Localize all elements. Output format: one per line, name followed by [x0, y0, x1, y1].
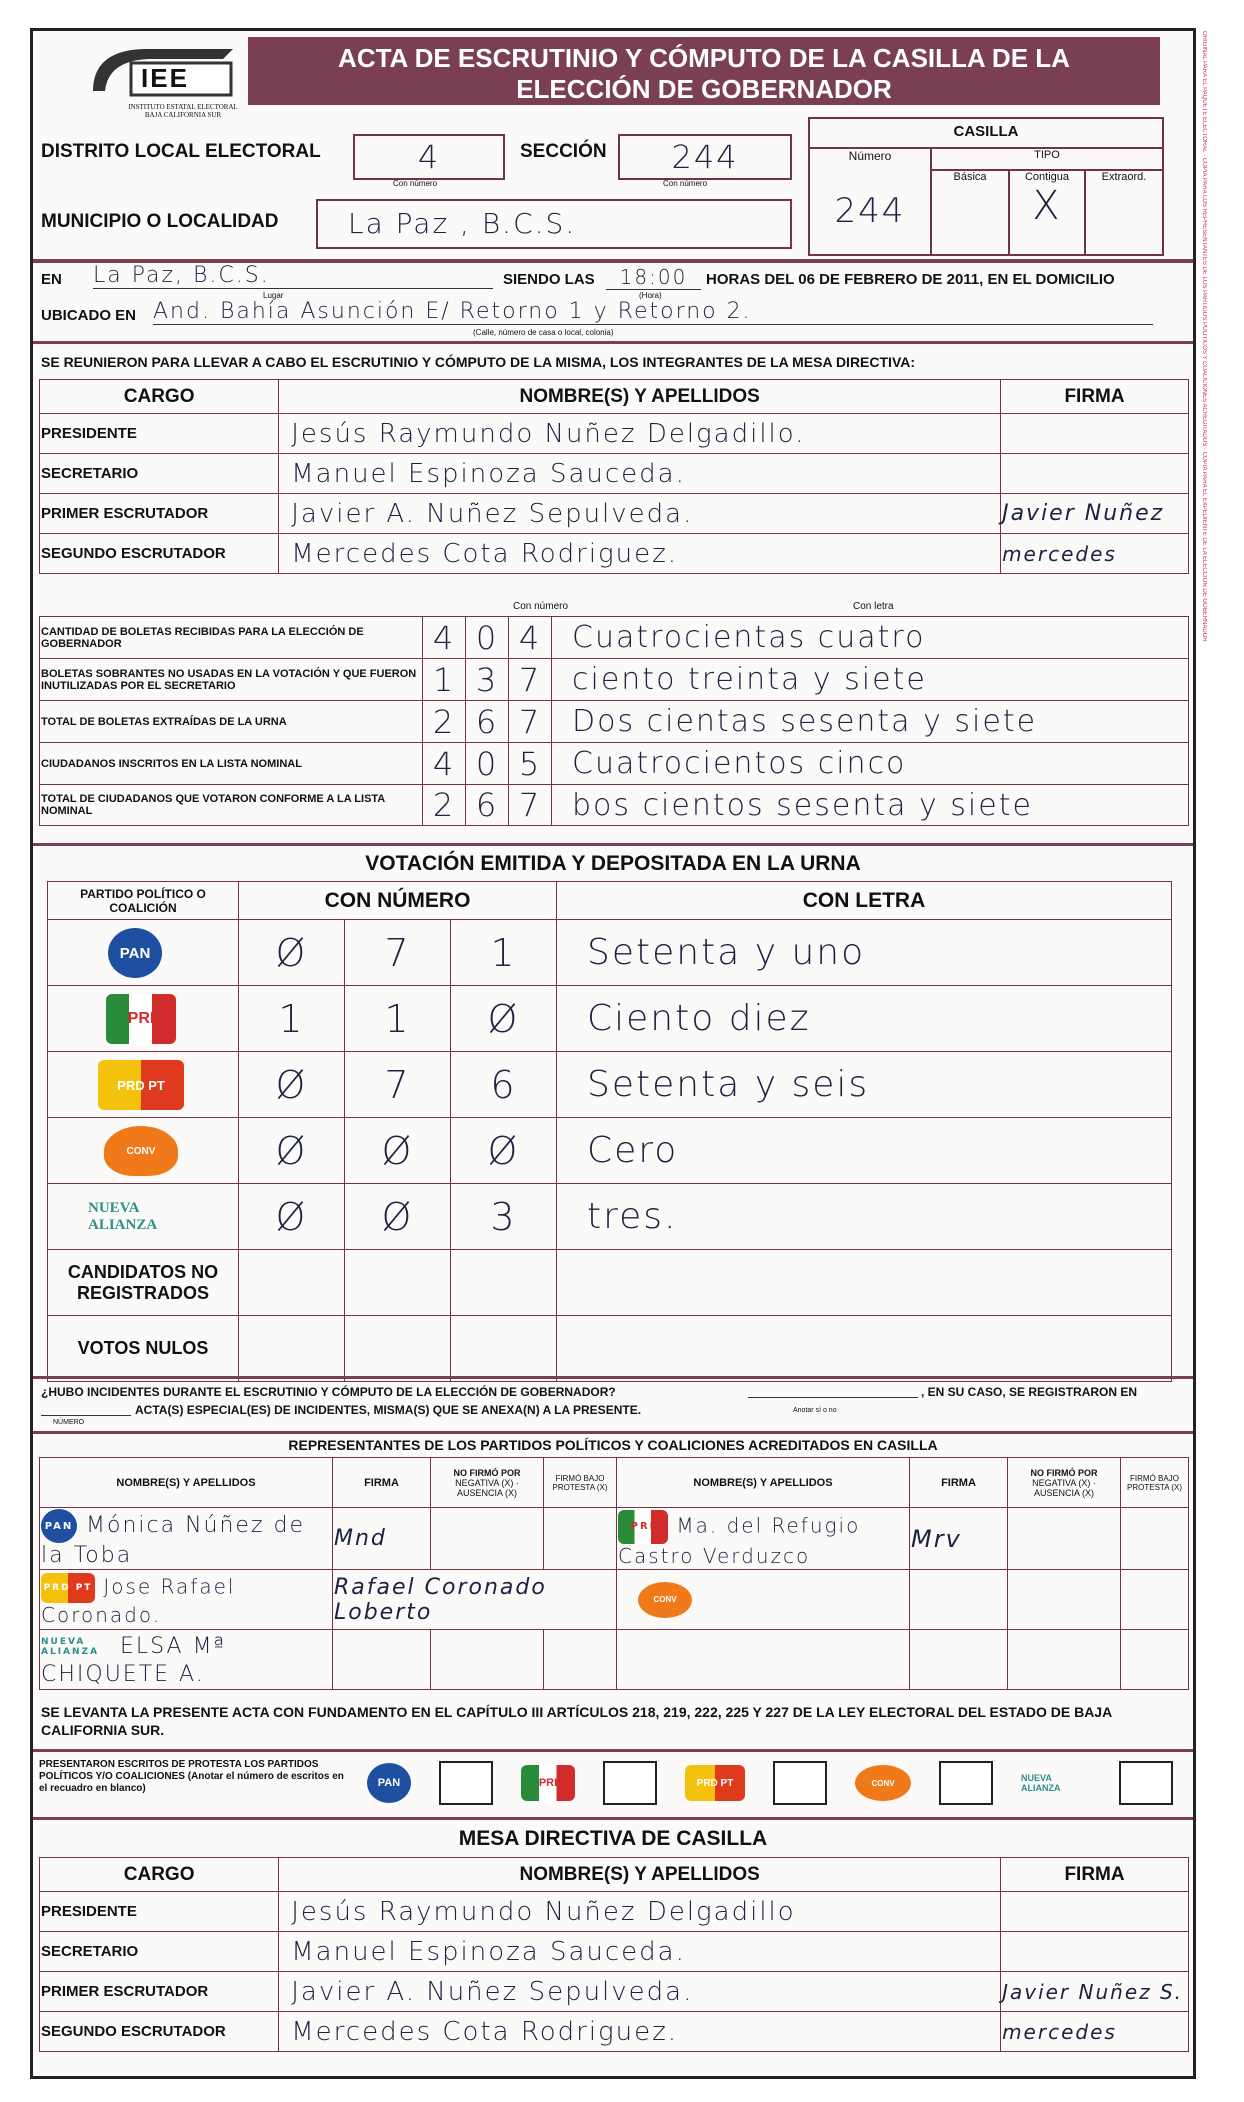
- protesta-box-pri[interactable]: [603, 1761, 657, 1805]
- mesa-bottom-row: [40, 1932, 1189, 1972]
- firma-cell: mercedes: [1001, 2012, 1189, 2052]
- cargo-cell: PRIMER ESCRUTADOR: [40, 494, 279, 534]
- contigua-mark: X: [1032, 183, 1062, 229]
- hora-caption: (Hora): [639, 291, 662, 300]
- votacion-digit: [345, 1250, 451, 1316]
- numero-label: Número: [848, 149, 892, 163]
- pan-logo-icon: PAN: [108, 928, 162, 978]
- rep-row: [40, 1508, 1189, 1570]
- boletas-row: [40, 743, 1189, 785]
- seccion-value: 244: [671, 138, 739, 176]
- votacion-digit: [451, 1250, 557, 1316]
- votacion-row: [48, 986, 1172, 1052]
- rep-nombre: [617, 1508, 910, 1570]
- municipio-label: MUNICIPIO O LOCALIDAD: [41, 211, 279, 232]
- votacion-digit: [239, 1316, 345, 1382]
- firma-cell: [1001, 454, 1189, 494]
- protesta-box-prd-pt[interactable]: [773, 1761, 827, 1805]
- incidentes-numero-line: [41, 1415, 131, 1416]
- votacion-header: [33, 843, 1193, 882]
- boletas-row: [40, 701, 1189, 743]
- lugar-caption: Lugar: [263, 291, 284, 300]
- casilla-numero: 244: [834, 191, 906, 231]
- boletas-digit: 7: [509, 785, 552, 826]
- iee-logo: [73, 41, 253, 136]
- mesa-bottom-row: [40, 1972, 1189, 2012]
- votacion-letra: [557, 1316, 1172, 1382]
- votacion-row: [48, 1316, 1172, 1382]
- party-cell: [48, 1118, 239, 1184]
- side-copy-text: ORIGINAL PARA EL PAQUETE ELECTORAL · COPIA PARA LOS REPRESENTANTES DE LOS PARTIDOS POLÍTICOS Y COALICIONES ACREDITADOS · COPIA PARA EL EXPEDIENTE DE LA ELECCIÓN DE GOBERNADOR: [1201, 31, 1207, 642]
- pri-logo-icon: PRI: [106, 994, 176, 1044]
- mesa-top-row: [40, 454, 1189, 494]
- rep-h-nombre-2: NOMBRE(S) Y APELLIDOS: [617, 1458, 910, 1508]
- contigua-cell: [1010, 169, 1086, 254]
- votacion-digit: Ø: [345, 1118, 451, 1184]
- boletas-digit: 0: [466, 617, 509, 659]
- distrito-value: 4: [417, 138, 441, 176]
- cargo-cell: SECRETARIO: [40, 1932, 279, 1972]
- firma-cell: mercedes: [1001, 534, 1189, 574]
- convergencia-logo-icon: CONV: [104, 1126, 178, 1176]
- seccion-box: [618, 134, 792, 180]
- ubicado-label: UBICADO EN: [41, 307, 137, 324]
- boletas-letra: Dos cientas sesenta y siete: [552, 701, 1189, 743]
- lugar-value: La Paz, B.C.S.: [93, 263, 493, 289]
- representantes-header: [40, 1458, 1189, 1508]
- nueva-alianza-logo-icon: NUEVA ALIANZA: [88, 1200, 158, 1233]
- party-cell: [48, 1052, 239, 1118]
- numero-cell: [810, 147, 932, 254]
- title-line-2: ELECCIÓN DE GOBERNADOR: [516, 74, 892, 104]
- rep-protesta: [544, 1508, 617, 1570]
- boletas-label: CIUDADANOS INSCRITOS EN LA LISTA NOMINAL: [40, 743, 423, 785]
- boletas-letra: Cuatrocientas cuatro: [552, 617, 1189, 659]
- mesa-top-row: [40, 414, 1189, 454]
- candidatos-no-registrados: CANDIDATOS NO REGISTRADOS: [48, 1250, 239, 1316]
- basica-label: Básica: [953, 171, 987, 183]
- boletas-digit: 5: [509, 743, 552, 785]
- nombre-cell: Manuel Espinoza Sauceda.: [279, 454, 1001, 494]
- votacion-header-row: [48, 882, 1172, 920]
- rep-nombre: [617, 1570, 910, 1630]
- boletas-digit: 0: [466, 743, 509, 785]
- casilla-label: CASILLA: [953, 123, 1019, 140]
- rep-nofirmo: [1008, 1630, 1121, 1690]
- rep-protesta: [544, 1630, 617, 1690]
- extraord-label: Extraord.: [1101, 171, 1147, 183]
- votacion-digit: 1: [239, 986, 345, 1052]
- distrito-caption: Con número: [393, 179, 438, 188]
- rep-h-negativa: NEGATIVA (X): [455, 1477, 514, 1488]
- rep-h-nofirmo-label-2: NO FIRMÓ POR: [1030, 1467, 1098, 1478]
- votacion-digit: 7: [345, 1052, 451, 1118]
- rep-row: [40, 1630, 1189, 1690]
- rep-nombre: [617, 1630, 910, 1690]
- protesta-box-conv[interactable]: [939, 1761, 993, 1805]
- prd-pt-logo-icon: PRD PT: [98, 1060, 184, 1110]
- basica-cell: [932, 169, 1010, 254]
- nombre-cell: Javier A. Nuñez Sepulveda.: [279, 1972, 1001, 2012]
- nombre-cell: Jesús Raymundo Nuñez Delgadillo: [279, 1892, 1001, 1932]
- municipio-value: La Paz , B.C.S.: [348, 207, 577, 240]
- mesa-top-h-firma: FIRMA: [1001, 380, 1189, 414]
- pan-logo-icon: PAN: [367, 1763, 411, 1803]
- rep-row: [40, 1570, 1189, 1630]
- mesa-bottom-row: [40, 2012, 1189, 2052]
- divider-3: [33, 1376, 1193, 1379]
- firma-cell: Javier Nuñez: [1001, 494, 1189, 534]
- boletas-h-letra: Con letra: [853, 601, 894, 612]
- boletas-row: [40, 659, 1189, 701]
- boletas-digit: 2: [423, 701, 466, 743]
- boletas-h-numero: Con número: [513, 601, 569, 612]
- rep-h-protesta: FIRMÓ BAJO PROTESTA (X): [544, 1458, 617, 1508]
- seccion-caption: Con número: [663, 179, 708, 188]
- party-cell: [48, 920, 239, 986]
- boletas-digit: 3: [466, 659, 509, 701]
- rep-h-ausencia: AUSENCIA (X): [456, 1487, 517, 1498]
- cargo-cell: PRIMER ESCRUTADOR: [40, 1972, 279, 2012]
- votacion-digit: [239, 1250, 345, 1316]
- votacion-letra: tres.: [557, 1184, 1172, 1250]
- mesa-bottom-row: [40, 1892, 1189, 1932]
- rep-firma: Rafael Coronado Loberto: [333, 1570, 617, 1630]
- hora-value: 18:00: [606, 265, 701, 290]
- mesa-bottom-title: MESA DIRECTIVA DE CASILLA: [458, 1827, 768, 1850]
- rep-nombre-text: Jose Rafael Coronado.: [41, 1574, 236, 1627]
- votacion-row: [48, 1184, 1172, 1250]
- incidentes-question: ¿HUBO INCIDENTES DURANTE EL ESCRUTINIO Y CÓMPUTO DE LA ELECCIÓN DE GOBERNADOR?: [41, 1385, 616, 1399]
- horas-text: HORAS DEL 06 DE FEBRERO DE 2011, EN EL DOMICILIO: [706, 271, 1115, 288]
- boletas-label: BOLETAS SOBRANTES NO USADAS EN LA VOTACIÓN Y QUE FUERON INUTILIZADAS POR EL SECRETARIO: [40, 659, 423, 701]
- rep-h-nofirmo-label: NO FIRMÓ POR: [453, 1467, 521, 1478]
- firma-cell: [1001, 1892, 1189, 1932]
- votacion-digit: Ø: [239, 1052, 345, 1118]
- firma-cell: [1001, 414, 1189, 454]
- mesa-top-row: [40, 534, 1189, 574]
- boletas-letra: Cuatrocientos cinco: [552, 743, 1189, 785]
- votacion-digit: Ø: [239, 1118, 345, 1184]
- protesta-box-pan[interactable]: [439, 1761, 493, 1805]
- votacion-row: [48, 920, 1172, 986]
- rep-h-ausencia-2: AUSENCIA (X): [1033, 1487, 1094, 1498]
- party-cell: [48, 986, 239, 1052]
- votacion-row: [48, 1118, 1172, 1184]
- pri-logo-icon: PRI: [521, 1765, 575, 1801]
- protesta-box-nueva-alianza[interactable]: [1119, 1761, 1173, 1805]
- boletas-digit: 4: [423, 743, 466, 785]
- municipio-box: [316, 199, 792, 249]
- en-label: EN: [41, 271, 62, 288]
- boletas-letra: ciento treinta y siete: [552, 659, 1189, 701]
- boletas-label: TOTAL DE CIUDADANOS QUE VOTARON CONFORME A LA LISTA NOMINAL: [40, 785, 423, 826]
- votacion-digit: 1: [451, 920, 557, 986]
- distrito-box: [353, 134, 505, 180]
- domicilio-value: And. Bahía Asunción E/ Retorno 1 y Retorno 2.: [153, 299, 1153, 325]
- votacion-digit: [345, 1316, 451, 1382]
- divider-5: [33, 1749, 1193, 1752]
- cargo-cell: SEGUNDO ESCRUTADOR: [40, 534, 279, 574]
- votacion-digit: 1: [345, 986, 451, 1052]
- mesa-bottom-h-nombre: NOMBRE(S) Y APELLIDOS: [279, 1858, 1001, 1892]
- boletas-digit: 4: [423, 617, 466, 659]
- incidentes-numero-caption: NÚMERO: [53, 1419, 85, 1426]
- logo-text: IEE: [141, 63, 189, 93]
- incidentes-line2: ACTA(S) ESPECIAL(ES) DE INCIDENTES, MISMA(S) QUE SE ANEXA(N) A LA PRESENTE.: [135, 1403, 642, 1417]
- nombre-cell: Javier A. Nuñez Sepulveda.: [279, 494, 1001, 534]
- contigua-label: Contigua: [1024, 171, 1070, 183]
- nueva-alianza-logo-icon: NUEVA ALIANZA: [1021, 1773, 1061, 1793]
- institute-name: INSTITUTO ESTATAL ELECTORAL BAJA CALIFORNIA SUR: [128, 103, 238, 119]
- prd-pt-logo-icon: PRD PT: [685, 1765, 745, 1801]
- pan-logo-icon: PAN: [41, 1509, 77, 1543]
- boletas-digit: 6: [466, 785, 509, 826]
- domicilio-caption: (Calle, número de casa o local, colonia): [473, 328, 614, 337]
- tipo-label: TIPO: [932, 147, 1162, 169]
- rep-firma: Mnd: [333, 1508, 431, 1570]
- protesta-text: PRESENTARON ESCRITOS DE PROTESTA LOS PARTIDOS POLÍTICOS Y/O COALICIONES (Anotar el número de escritos en el recuadro en blanco): [39, 1759, 344, 1794]
- rep-nombre-text: Ma. del Refugio Castro Verduzco: [618, 1513, 861, 1568]
- votacion-letra: Setenta y seis: [557, 1052, 1172, 1118]
- cargo-cell: PRESIDENTE: [40, 414, 279, 454]
- incidentes-suffix: , EN SU CASO, SE REGISTRARON EN: [921, 1385, 1138, 1399]
- rep-h-firma: FIRMA: [333, 1458, 431, 1508]
- mesa-bottom-header: [40, 1858, 1189, 1892]
- rep-h-protesta-2: FIRMÓ BAJO PROTESTA (X): [1121, 1458, 1189, 1508]
- reunieron-text: SE REUNIERON PARA LLEVAR A CABO EL ESCRUTINIO Y CÓMPUTO DE LA MISMA, LOS INTEGRANTES DE LA MESA DIRECTIVA:: [41, 354, 916, 370]
- title-banner: [248, 37, 1160, 105]
- mesa-top-row: [40, 494, 1189, 534]
- prd-pt-logo-icon: PRD PT: [41, 1573, 95, 1603]
- casilla-box: [808, 117, 1164, 256]
- votacion-letra: Setenta y uno: [557, 920, 1172, 986]
- votacion-h-letra: CON LETRA: [557, 882, 1172, 920]
- votacion-digit: Ø: [239, 920, 345, 986]
- rep-nombre: [40, 1570, 333, 1630]
- rep-nombre-text: ELSA Mª CHIQUETE A.: [41, 1634, 226, 1687]
- boletas-digit: 4: [509, 617, 552, 659]
- party-cell: [48, 1184, 239, 1250]
- votacion-letra: [557, 1250, 1172, 1316]
- rep-h-nombre: NOMBRE(S) Y APELLIDOS: [40, 1458, 333, 1508]
- boletas-label: TOTAL DE BOLETAS EXTRAÍDAS DE LA URNA: [40, 701, 423, 743]
- fundamento-text: SE LEVANTA LA PRESENTE ACTA CON FUNDAMENTO EN EL CAPÍTULO III ARTÍCULOS 218, 219, 222, 225 Y 227 DE LA LEY ELECTORAL DEL ESTADO DE BAJA CALIFORNIA SUR.: [41, 1704, 1112, 1738]
- rep-firma: [910, 1630, 1008, 1690]
- convergencia-logo-icon: CONV: [638, 1582, 692, 1618]
- cargo-cell: SECRETARIO: [40, 454, 279, 494]
- rep-nofirmo: [1008, 1508, 1121, 1570]
- rep-h-negativa-2: NEGATIVA (X): [1032, 1477, 1091, 1488]
- votacion-digit: 6: [451, 1052, 557, 1118]
- rep-h-nofirmo: NO FIRMÓ POR NEGATIVA (X) · AUSENCIA (X): [431, 1458, 544, 1508]
- votacion-digit: 3: [451, 1184, 557, 1250]
- rep-nombre: [40, 1630, 333, 1690]
- mesa-top-table: [39, 379, 1189, 574]
- votacion-letra: Cero: [557, 1118, 1172, 1184]
- rep-nofirmo: [431, 1508, 544, 1570]
- protesta-boxes: [353, 1753, 1187, 1813]
- pri-logo-icon: PRI: [618, 1510, 668, 1544]
- nombre-cell: Manuel Espinoza Sauceda.: [279, 1932, 1001, 1972]
- votacion-digit: 7: [345, 920, 451, 986]
- boletas-table: [39, 616, 1189, 826]
- votos-nulos: VOTOS NULOS: [48, 1316, 239, 1382]
- rep-firma: [333, 1630, 431, 1690]
- nombre-cell: Mercedes Cota Rodriguez.: [279, 534, 1001, 574]
- rep-nombre-text: Mónica Núñez de la Toba: [41, 1513, 305, 1568]
- boletas-letra: bos cientos sesenta y siete: [552, 785, 1189, 826]
- votacion-title: VOTACIÓN EMITIDA Y DEPOSITADA EN LA URNA: [365, 852, 861, 875]
- rep-protesta: [1121, 1570, 1189, 1630]
- boletas-digit: 1: [423, 659, 466, 701]
- mesa-top-header: [40, 380, 1189, 414]
- boletas-row: [40, 617, 1189, 659]
- rep-nombre: [40, 1508, 333, 1570]
- votacion-row: [48, 1052, 1172, 1118]
- votacion-digit: Ø: [345, 1184, 451, 1250]
- siendo-label: SIENDO LAS: [503, 271, 595, 288]
- representantes-table: [39, 1457, 1189, 1690]
- seccion-label: SECCIÓN: [520, 141, 607, 162]
- representantes-title: REPRESENTANTES DE LOS PARTIDOS POLÍTICOS Y COALICIONES ACREDITADOS EN CASILLA: [288, 1437, 938, 1453]
- mesa-top-h-nombre: NOMBRE(S) Y APELLIDOS: [279, 380, 1001, 414]
- nombre-cell: Jesús Raymundo Nuñez Delgadillo.: [279, 414, 1001, 454]
- boletas-digit: 6: [466, 701, 509, 743]
- rep-h-firma-2: FIRMA: [910, 1458, 1008, 1508]
- title-line-1: ACTA DE ESCRUTINIO Y CÓMPUTO DE LA CASILLA DE LA: [338, 43, 1070, 73]
- boletas-digit: 7: [509, 659, 552, 701]
- mesa-top-h-cargo: CARGO: [40, 380, 279, 414]
- divider-4: [33, 1431, 1193, 1434]
- mesa-bottom-h-cargo: CARGO: [40, 1858, 279, 1892]
- divider-6: [33, 1817, 1193, 1820]
- boletas-label: CANTIDAD DE BOLETAS RECIBIDAS PARA LA ELECCIÓN DE GOBERNADOR: [40, 617, 423, 659]
- votacion-digit: [451, 1316, 557, 1382]
- firma-cell: Javier Nuñez S.: [1001, 1972, 1189, 2012]
- firma-cell: [1001, 1932, 1189, 1972]
- boletas-digit: 7: [509, 701, 552, 743]
- rep-h-nofirmo-2: NO FIRMÓ POR NEGATIVA (X) · AUSENCIA (X): [1008, 1458, 1121, 1508]
- rep-nofirmo: [431, 1630, 544, 1690]
- votacion-digit: Ø: [239, 1184, 345, 1250]
- rep-protesta: [1121, 1508, 1189, 1570]
- votacion-letra: Ciento diez: [557, 986, 1172, 1052]
- votacion-table: [47, 881, 1172, 1382]
- rep-protesta: [1121, 1630, 1189, 1690]
- cargo-cell: PRESIDENTE: [40, 1892, 279, 1932]
- incidentes-answer-line: [748, 1397, 918, 1398]
- votacion-digit: Ø: [451, 1118, 557, 1184]
- votacion-digit: Ø: [451, 986, 557, 1052]
- nueva-alianza-logo-icon: NUEVA ALIANZA: [41, 1637, 100, 1657]
- incidentes-anotar-caption: Anotar sí o no: [793, 1407, 837, 1414]
- acta-sheet: [30, 28, 1207, 2079]
- votacion-row: [48, 1250, 1172, 1316]
- rep-firma: Mrv: [910, 1508, 1008, 1570]
- extraord-cell: [1086, 169, 1162, 254]
- mesa-bottom-h-firma: FIRMA: [1001, 1858, 1189, 1892]
- boletas-row: [40, 785, 1189, 826]
- votacion-h-partido: PARTIDO POLÍTICO O COALICIÓN: [48, 882, 239, 920]
- convergencia-logo-icon: CONV: [855, 1765, 911, 1801]
- cargo-cell: SEGUNDO ESCRUTADOR: [40, 2012, 279, 2052]
- rep-firma: [910, 1570, 1008, 1630]
- votacion-h-numero: CON NÚMERO: [239, 882, 557, 920]
- mesa-bottom-table: [39, 1857, 1189, 2052]
- nombre-cell: Mercedes Cota Rodriguez.: [279, 2012, 1001, 2052]
- rep-nofirmo: [1008, 1570, 1121, 1630]
- boletas-digit: 2: [423, 785, 466, 826]
- divider-2: [33, 341, 1193, 344]
- distrito-label: DISTRITO LOCAL ELECTORAL: [41, 141, 321, 162]
